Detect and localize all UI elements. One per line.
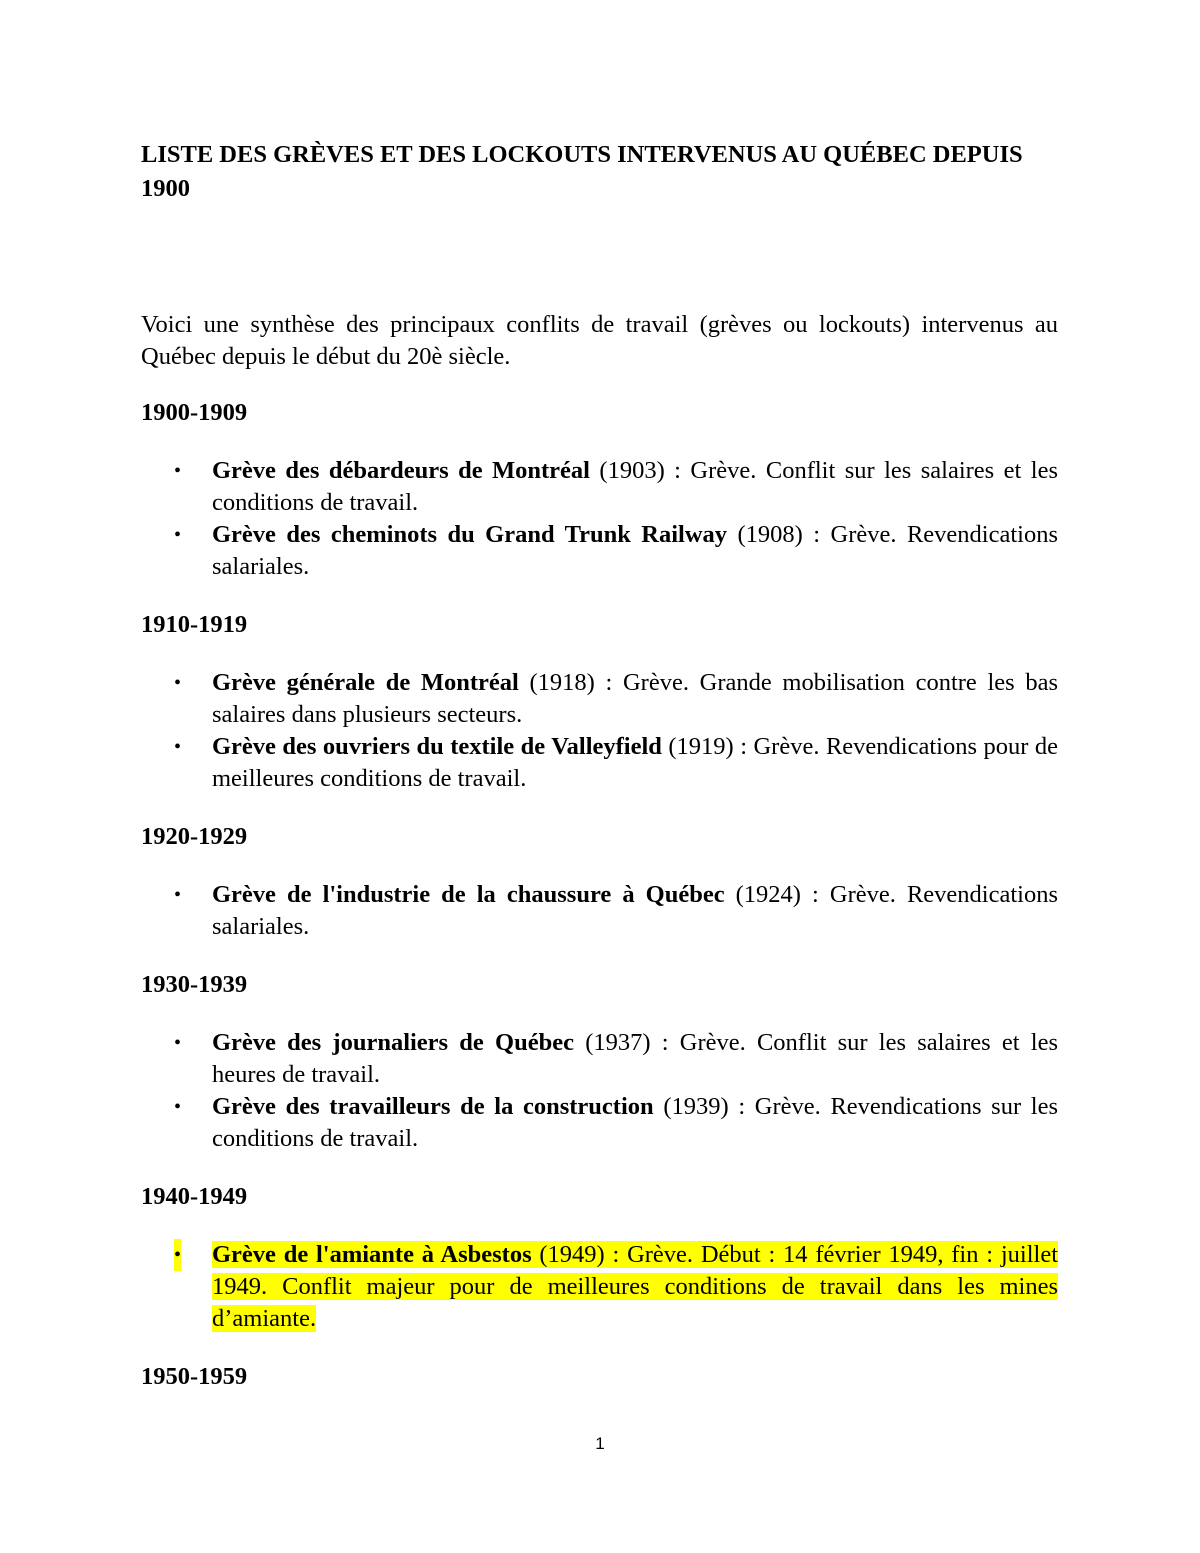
strike-list xyxy=(141,1027,1058,1155)
strike-entry-text xyxy=(212,669,1058,728)
strike-name: Grève de l'industrie de la chaussure à Québec xyxy=(212,881,725,908)
strike-details: (1908) : Grève. Revendications salariales. xyxy=(212,521,1058,580)
strike-list xyxy=(141,879,1058,943)
decade-heading: 1940-1949 xyxy=(141,1183,248,1210)
strike-list-item xyxy=(141,1027,1058,1091)
strike-details: (1919) : Grève. Revendications pour de meilleures conditions de travail. xyxy=(212,733,1058,792)
bullet-icon: • xyxy=(174,672,182,694)
document-title: LISTE DES GRÈVES ET DES LOCKOUTS INTERVENUS AU QUÉBEC DEPUIS 1900 xyxy=(141,141,1023,202)
decade-section xyxy=(141,1361,1058,1393)
bullet-icon: • xyxy=(174,736,182,758)
strike-name: Grève des débardeurs de Montréal xyxy=(212,457,590,484)
strike-name: Grève des travailleurs de la construction xyxy=(212,1093,654,1120)
bullet-icon: • xyxy=(174,1239,181,1271)
decade-heading: 1930-1939 xyxy=(141,971,248,998)
strike-entry-text xyxy=(212,521,1058,580)
bullet-icon: • xyxy=(174,1032,182,1054)
page-number: 1 xyxy=(595,1434,605,1453)
strike-list-item xyxy=(141,455,1058,519)
strike-details: (1939) : Grève. Revendications sur les conditions de travail. xyxy=(212,1093,1058,1152)
decade-heading: 1900-1909 xyxy=(141,399,248,426)
strike-name: Grève des journaliers de Québec xyxy=(212,1029,574,1056)
strike-name: Grève des ouvriers du textile de Valleyfield xyxy=(212,733,662,760)
bullet-icon: • xyxy=(174,524,182,546)
strike-list-item xyxy=(141,1091,1058,1155)
strike-list-item xyxy=(141,879,1058,943)
decade-section xyxy=(141,821,1058,943)
decade-heading: 1920-1929 xyxy=(141,823,248,850)
strike-list-item xyxy=(141,1239,1058,1335)
strike-list-item xyxy=(141,667,1058,731)
document-body xyxy=(141,138,1058,1393)
strike-entry-text xyxy=(212,881,1058,940)
decade-section xyxy=(141,609,1058,795)
strike-list xyxy=(141,667,1058,795)
strike-name: Grève des cheminots du Grand Trunk Railway xyxy=(212,521,728,548)
strike-entry-text xyxy=(212,1093,1058,1152)
strike-details: (1924) : Grève. Revendications salariales. xyxy=(212,881,1058,940)
strike-details: (1918) : Grève. Grande mobilisation contre les bas salaires dans plusieurs secteurs. xyxy=(212,669,1058,728)
strike-details: (1937) : Grève. Conflit sur les salaires et les heures de travail. xyxy=(212,1029,1058,1088)
decade-section xyxy=(141,969,1058,1155)
strike-entry-text xyxy=(212,733,1058,792)
bullet-icon: • xyxy=(174,884,182,906)
bullet-icon: • xyxy=(174,1096,182,1118)
strike-details: (1949) : Grève. Début : 14 février 1949, fin : juillet 1949. Conflit majeur pour de meilleures conditions de travail dans les mines d’amiante. xyxy=(212,1241,1058,1332)
strike-entry-text xyxy=(212,1029,1058,1088)
strike-details: (1903) : Grève. Conflit sur les salaires et les conditions de travail. xyxy=(212,457,1058,516)
intro-paragraph: Voici une synthèse des principaux conflits de travail (grèves ou lockouts) intervenus au Québec depuis le début du 20è siècle. xyxy=(141,311,1058,370)
decade-heading: 1910-1919 xyxy=(141,611,248,638)
strike-name: Grève de l'amiante à Asbestos xyxy=(212,1241,532,1268)
strike-list-item xyxy=(141,519,1058,583)
decade-section xyxy=(141,1181,1058,1335)
strike-list xyxy=(141,455,1058,583)
strike-list-item xyxy=(141,731,1058,795)
strike-entry-text xyxy=(212,1241,1058,1332)
bullet-icon: • xyxy=(174,460,182,482)
decade-heading: 1950-1959 xyxy=(141,1363,248,1390)
decade-section xyxy=(141,397,1058,583)
sections-container xyxy=(141,397,1058,1393)
strike-name: Grève générale de Montréal xyxy=(212,669,519,696)
strike-entry-text xyxy=(212,457,1058,516)
strike-list xyxy=(141,1239,1058,1335)
